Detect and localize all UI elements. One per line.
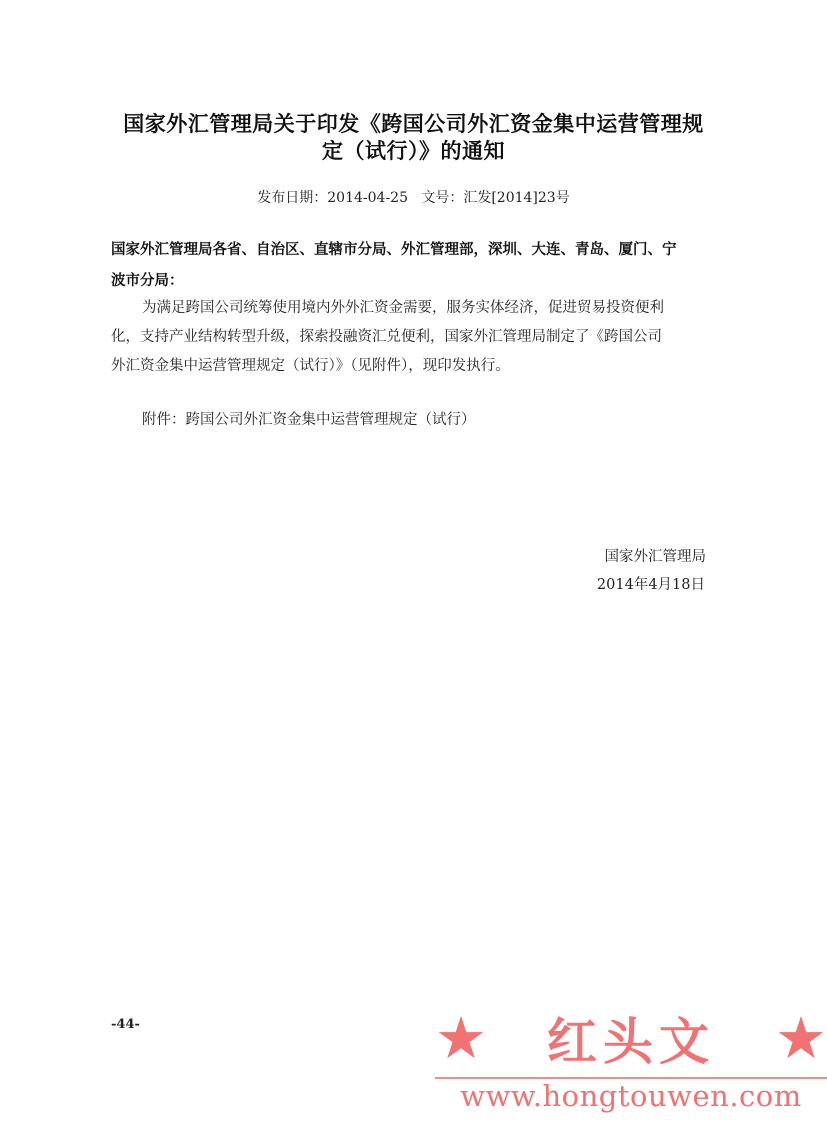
publish-date-label: 发布日期： <box>257 190 328 206</box>
attachment-line: 附件：跨国公司外汇资金集中运营管理规定（试行） <box>142 412 476 428</box>
sign-date: 2014年4月18日 <box>596 577 705 593</box>
watermark-text: 红头文 <box>547 1013 715 1071</box>
body-line-2: 化，支持产业结构转型升级，探索投融资汇兑便利，国家外汇管理局制定了《跨国公司 <box>111 329 662 345</box>
star-icon: ★ <box>435 1004 487 1072</box>
page-number: -44- <box>111 1017 140 1032</box>
addressee-line-2: 波市分局： <box>111 273 184 289</box>
watermark-banner <box>435 1003 827 1073</box>
publish-date: 2014-04-25 <box>327 190 408 206</box>
body-line-1: 为满足跨国公司统筹使用境内外外汇资金需要，服务实体经济，促进贸易投资便利 <box>142 300 664 316</box>
doc-number-label: 文号： <box>421 190 464 206</box>
watermark <box>435 1003 827 1123</box>
doc-number: 汇发[2014]23号 <box>463 190 570 206</box>
document-title-line-2: 定（试行）》的通知 <box>322 139 505 163</box>
document-title-line-1: 国家外汇管理局关于印发《跨国公司外汇资金集中运营管理规 <box>123 112 704 136</box>
signer: 国家外汇管理局 <box>604 549 706 565</box>
watermark-url: www.hongtouwen.com <box>460 1079 802 1113</box>
star-icon: ★ <box>775 1004 827 1072</box>
addressee-line-1: 国家外汇管理局各省、自治区、直辖市分局、外汇管理部，深圳、大连、青岛、厦门、宁 <box>111 242 677 258</box>
document-meta <box>0 187 827 207</box>
body-line-3: 外汇资金集中运营管理规定（试行）》（见附件），现印发执行。 <box>111 358 510 374</box>
